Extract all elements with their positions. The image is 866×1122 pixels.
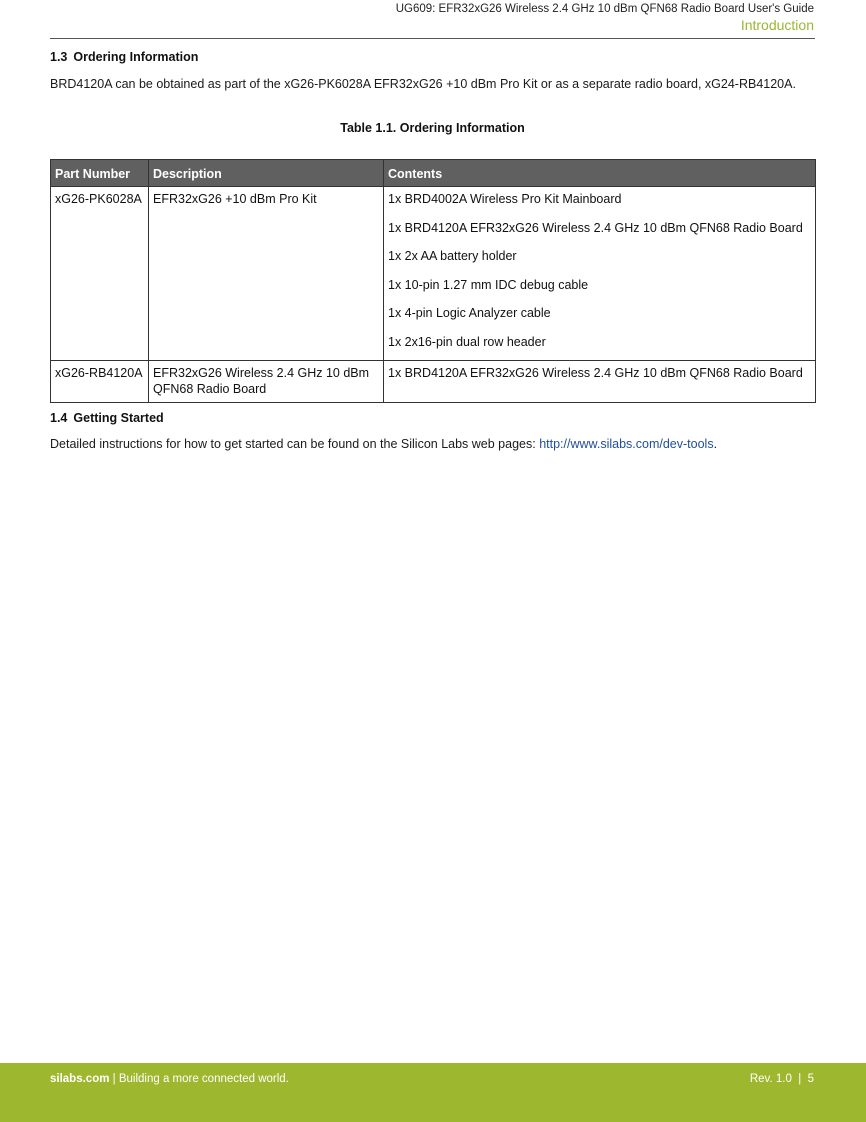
footer-brand	[50, 1073, 289, 1085]
getting-started-text: Detailed instructions for how to get started can be found on the Silicon Labs web pages:	[50, 437, 540, 451]
footer-revision: Rev. 1.0 | 5	[749, 1073, 814, 1085]
heading-number: 1.4	[50, 411, 68, 425]
dev-tools-link[interactable]: http://www.silabs.com/dev-tools	[539, 437, 714, 451]
heading-text: Getting Started	[73, 411, 164, 425]
table-caption: Table 1.1. Ordering Information	[340, 121, 525, 135]
section-label: Introduction	[740, 17, 814, 33]
part-number-cell: xG26-PK6028A	[51, 187, 149, 361]
description-cell: EFR32xG26 +10 dBm Pro Kit	[149, 187, 384, 361]
contents-item: 1x BRD4002A Wireless Pro Kit Mainboard	[384, 187, 816, 214]
ordering-table	[50, 159, 816, 403]
heading-getting-started	[50, 411, 164, 425]
sentence-period: .	[713, 437, 718, 451]
header-part-number: Part Number	[51, 160, 149, 187]
contents-item: 1x BRD4120A EFR32xG26 Wireless 2.4 GHz 10 dBm QFN68 Radio Board	[384, 361, 816, 403]
part-number-cell: xG26-RB4120A	[51, 361, 149, 403]
header-description: Description	[149, 160, 384, 187]
footer-site: silabs.com	[50, 1073, 110, 1085]
heading-ordering-information	[50, 50, 198, 64]
description-line: QFN68 Radio Board	[153, 382, 267, 396]
description-line: EFR32xG26 Wireless 2.4 GHz 10 dBm	[153, 366, 370, 380]
header-contents: Contents	[384, 160, 816, 187]
footer-bar	[0, 1063, 866, 1122]
heading-text: Ordering Information	[73, 50, 199, 64]
contents-item: 1x 2x16-pin dual row header	[384, 328, 816, 361]
table-header-row	[51, 160, 816, 187]
contents-item: 1x 4-pin Logic Analyzer cable	[384, 299, 816, 328]
heading-number: 1.3	[50, 50, 68, 64]
contents-item: 1x 10-pin 1.27 mm IDC debug cable	[384, 271, 816, 300]
table-row	[51, 361, 816, 403]
contents-item: 1x BRD4120A EFR32xG26 Wireless 2.4 GHz 10 dBm QFN68 Radio Board	[384, 214, 816, 243]
getting-started-paragraph	[50, 437, 815, 451]
document-title: UG609: EFR32xG26 Wireless 2.4 GHz 10 dBm QFN68 Radio Board User's Guide	[395, 3, 814, 15]
header-divider	[50, 38, 815, 39]
table-row	[51, 187, 816, 214]
footer-tagline: | Building a more connected world.	[109, 1073, 289, 1085]
ordering-paragraph: BRD4120A can be obtained as part of the xG26-PK6028A EFR32xG26 +10 dBm Pro Kit or as a separate radio board, xG24-RB4120A.	[50, 77, 796, 91]
description-cell	[149, 361, 384, 403]
contents-item: 1x 2x AA battery holder	[384, 242, 816, 271]
